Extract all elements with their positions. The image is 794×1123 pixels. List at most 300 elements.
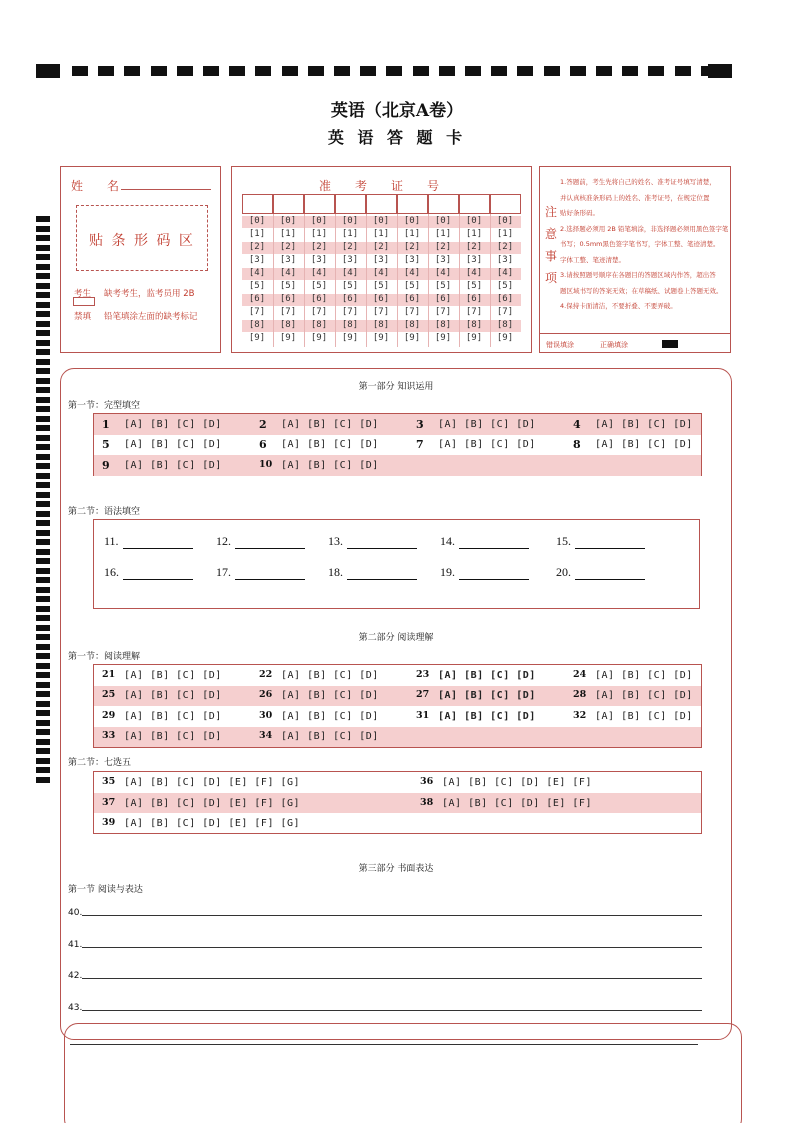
exam-id-bubble[interactable]: [6]: [403, 294, 421, 304]
timing-mark: [439, 66, 455, 76]
exam-id-bubble[interactable]: [9]: [248, 333, 266, 343]
question-number: 29: [102, 709, 116, 721]
exam-id-bubble[interactable]: [3]: [434, 255, 452, 265]
note-line: 贴好条形码。: [560, 209, 599, 217]
question-number: 5: [102, 438, 110, 452]
absent-checkbox[interactable]: [73, 297, 95, 306]
exam-id-bubble[interactable]: [8]: [403, 320, 421, 330]
timing-mark: [386, 66, 402, 76]
exam-id-bubble[interactable]: [3]: [496, 255, 514, 265]
exam-id-bubble[interactable]: [3]: [310, 255, 328, 265]
timing-mark: [36, 368, 50, 374]
note-line: 并认真核准条形码上的姓名、准考证号，在规定位置: [560, 193, 710, 202]
question-number: 31: [416, 709, 430, 721]
exam-id-digit-box[interactable]: [304, 194, 335, 214]
timing-mark: [36, 596, 50, 602]
continuation-line[interactable]: [70, 1044, 698, 1045]
exam-id-bubble[interactable]: [2]: [434, 242, 452, 252]
timing-mark: [544, 66, 560, 76]
exam-id-bubble[interactable]: [8]: [248, 320, 266, 330]
timing-mark: [36, 511, 50, 517]
exam-id-bubble[interactable]: [6]: [372, 294, 390, 304]
question-number: 8: [573, 438, 581, 452]
timing-mark: [151, 66, 167, 76]
absent-note-2: 铅笔填涂左面的缺考标记: [104, 312, 198, 322]
notes-heading: 注 意 事 项: [545, 205, 558, 285]
timing-mark: [596, 66, 612, 76]
timing-mark: [36, 283, 50, 289]
timing-mark: [36, 444, 50, 450]
timing-mark: [36, 520, 50, 526]
exam-id-bubble[interactable]: [5]: [372, 281, 390, 291]
exam-id-bubble[interactable]: [2]: [496, 242, 514, 252]
fill-number: 15.: [556, 534, 571, 548]
answer-options[interactable]: [A] [B] [C] [D]: [124, 439, 222, 451]
timing-mark: [36, 758, 50, 764]
timing-mark: [36, 615, 50, 621]
question-number: 39: [102, 817, 116, 828]
answer-options[interactable]: [A] [B] [C] [D]: [281, 731, 379, 743]
exam-id-bubble[interactable]: [3]: [341, 255, 359, 265]
writing-line[interactable]: [82, 1010, 702, 1011]
fill-blank[interactable]: [347, 568, 417, 580]
timing-mark: [36, 463, 50, 469]
timing-mark: [570, 66, 586, 76]
exam-id-digit-box[interactable]: [335, 194, 366, 214]
fill-number: 19.: [440, 565, 455, 579]
timing-mark: [36, 767, 50, 773]
exam-id-bubble[interactable]: [7]: [372, 307, 390, 317]
question-number: 34: [259, 730, 273, 742]
correct-fill-label: 正确填涂: [600, 341, 628, 349]
exam-id-bubble[interactable]: [9]: [403, 333, 421, 343]
exam-id-digit-box[interactable]: [428, 194, 459, 214]
note-line: 题区域书写的答案无效；在草稿纸、试题卷上答题无效。: [560, 286, 723, 295]
fill-blank[interactable]: [347, 537, 417, 549]
barcode-label: 贴 条 形 码 区: [89, 233, 195, 249]
fill-number: 14.: [440, 534, 455, 548]
writing-line[interactable]: [82, 978, 702, 979]
note-line: 字体工整、笔迹清楚。: [560, 255, 625, 264]
exam-id-bubble[interactable]: [6]: [341, 294, 359, 304]
timing-mark: [36, 302, 50, 308]
exam-id-bubble[interactable]: [5]: [341, 281, 359, 291]
timing-mark: [36, 672, 50, 678]
answer-options[interactable]: [A] [B] [C] [D]: [281, 690, 379, 702]
exam-id-digit-box[interactable]: [273, 194, 304, 214]
fill-blank[interactable]: [459, 537, 529, 549]
writing-number: 40.: [68, 908, 83, 918]
exam-id-bubble[interactable]: [4]: [248, 268, 266, 278]
exam-id-bubble[interactable]: [7]: [341, 307, 359, 317]
timing-mark: [36, 387, 50, 393]
note-line: 2.选择题必须用 2B 铅笔填涂，非选择题必须用黑色签字笔: [560, 224, 728, 233]
question-number: 24: [573, 668, 587, 680]
seven-choose-five-answers: [93, 771, 702, 834]
exam-id-bubble[interactable]: [6]: [434, 294, 452, 304]
exam-id-bubble[interactable]: [1]: [434, 229, 452, 239]
timing-mark: [282, 66, 298, 76]
reading-answers: [93, 664, 702, 748]
part2-title: 第二部分 阅读理解: [358, 633, 434, 643]
exam-id-bubble[interactable]: [0]: [496, 216, 514, 226]
writing-number: 43.: [68, 1002, 83, 1013]
answer-options[interactable]: [A] [B] [C] [D]: [595, 418, 693, 430]
exam-id-bubble[interactable]: [5]: [310, 281, 328, 291]
timing-mark: [36, 501, 50, 507]
question-number: 4: [573, 417, 581, 431]
timing-mark: [36, 397, 50, 403]
question-number: 38: [420, 796, 434, 808]
exam-id-bubble[interactable]: [0]: [248, 216, 266, 226]
exam-id-bubble[interactable]: [0]: [434, 216, 452, 226]
timing-mark: [465, 66, 481, 76]
notes-box: [539, 166, 731, 353]
exam-id-bubble[interactable]: [2]: [465, 242, 483, 252]
fill-blank[interactable]: [235, 568, 305, 580]
timing-mark: [36, 482, 50, 488]
timing-mark: [203, 66, 219, 76]
exam-id-bubble[interactable]: [6]: [496, 294, 514, 304]
timing-mark: [229, 66, 245, 76]
timing-mark: [36, 245, 50, 251]
exam-id-bubble[interactable]: [5]: [248, 281, 266, 291]
timing-mark: [36, 321, 50, 327]
note-line: 1.答题前，考生先将自己的姓名、准考证号填写清楚，: [560, 178, 716, 186]
timing-mark: [360, 66, 376, 76]
exam-id-bubble[interactable]: [1]: [372, 229, 390, 239]
timing-mark: [413, 66, 429, 76]
question-number: 3: [416, 417, 424, 431]
exam-id-bubble[interactable]: [3]: [279, 255, 297, 265]
exam-id-bubble[interactable]: [8]: [310, 320, 328, 330]
timing-mark: [36, 568, 50, 574]
part2-section1-title: 第一节：阅读理解: [68, 652, 141, 662]
question-number: 10: [259, 458, 273, 470]
exam-id-bubble[interactable]: [0]: [341, 216, 359, 226]
exam-id-box: [231, 166, 532, 353]
exam-id-bubble[interactable]: [4]: [310, 268, 328, 278]
exam-id-bubble[interactable]: [6]: [279, 294, 297, 304]
grid-separator: [273, 214, 274, 347]
answer-options[interactable]: [A] [B] [C] [D] [E] [F] [G]: [124, 797, 301, 809]
grid-separator: [459, 214, 460, 347]
fill-number: 16.: [104, 565, 119, 579]
answer-options[interactable]: [A] [B] [C] [D]: [438, 418, 536, 430]
answer-options[interactable]: [A] [B] [C] [D] [E] [F] [G]: [124, 777, 301, 788]
card-title: 英 语 答 题 卡: [327, 128, 467, 147]
question-number: 22: [259, 668, 273, 680]
question-number: 37: [102, 796, 116, 808]
exam-id-bubble[interactable]: [8]: [496, 320, 514, 330]
exam-id-bubble[interactable]: [4]: [279, 268, 297, 278]
grammar-fill-item[interactable]: [440, 534, 529, 549]
fill-blank[interactable]: [235, 537, 305, 549]
grammar-fill-box: [93, 519, 700, 609]
part3-title: 第三部分 书面表达: [358, 864, 434, 874]
timing-mark: [491, 66, 507, 76]
answer-options[interactable]: [A] [B] [C] [D]: [124, 710, 222, 722]
exam-id-bubble[interactable]: [7]: [248, 307, 266, 317]
timing-mark: [36, 701, 50, 707]
answer-options[interactable]: [A] [B] [C] [D]: [595, 710, 693, 722]
exam-id-bubble[interactable]: [0]: [403, 216, 421, 226]
exam-id-digit-box[interactable]: [459, 194, 490, 214]
timing-mark: [36, 254, 50, 260]
timing-mark: [36, 748, 50, 754]
answer-options[interactable]: [A] [B] [C] [D]: [124, 459, 222, 471]
fill-number: 17.: [216, 565, 231, 579]
timing-mark: [36, 558, 50, 564]
timing-mark: [36, 349, 50, 355]
timing-mark: [36, 226, 50, 232]
paper-title: 英语（北京A卷）: [330, 101, 464, 121]
grid-separator: [397, 214, 398, 347]
absent-note-1: 缺考考生，监考员用 2B: [104, 289, 195, 299]
timing-mark: [36, 729, 50, 735]
absent-label-2: 禁填: [74, 312, 92, 322]
exam-id-bubble[interactable]: [4]: [496, 268, 514, 278]
answer-options[interactable]: [A] [B] [C] [D] [E] [F] [G]: [124, 818, 301, 829]
exam-id-bubble[interactable]: [3]: [403, 255, 421, 265]
exam-id-bubble[interactable]: [8]: [434, 320, 452, 330]
exam-id-bubble[interactable]: [1]: [465, 229, 483, 239]
timing-mark: [36, 64, 60, 78]
answer-options[interactable]: [A] [B] [C] [D]: [124, 669, 222, 681]
exam-id-bubble[interactable]: [4]: [403, 268, 421, 278]
exam-id-bubble[interactable]: [1]: [496, 229, 514, 239]
fill-number: 20.: [556, 565, 571, 579]
timing-mark: [648, 66, 664, 76]
fill-blank[interactable]: [459, 568, 529, 580]
timing-mark: [36, 777, 50, 783]
grammar-fill-item[interactable]: [440, 565, 529, 580]
exam-id-bubble[interactable]: [6]: [465, 294, 483, 304]
exam-id-bubble[interactable]: [7]: [465, 307, 483, 317]
fill-blank[interactable]: [575, 537, 645, 549]
timing-mark: [36, 549, 50, 555]
part1-section1-title: 第一节：完型填空: [68, 401, 141, 411]
exam-id-bubble[interactable]: [6]: [310, 294, 328, 304]
fill-blank[interactable]: [123, 537, 193, 549]
exam-id-bubble[interactable]: [2]: [403, 242, 421, 252]
grammar-fill-item[interactable]: [104, 565, 193, 580]
timing-mark: [36, 273, 50, 279]
notes-text: [560, 175, 728, 315]
timing-mark: [36, 435, 50, 441]
timing-mark: [36, 530, 50, 536]
answer-options[interactable]: [A] [B] [C] [D]: [124, 690, 222, 702]
answer-options[interactable]: [A] [B] [C] [D]: [438, 710, 536, 722]
exam-id-bubble[interactable]: [2]: [279, 242, 297, 252]
writing-number: 42.: [68, 971, 83, 981]
timing-mark: [36, 264, 50, 270]
answer-options[interactable]: [A] [B] [C] [D]: [281, 439, 379, 451]
timing-mark: [36, 739, 50, 745]
question-number: 21: [102, 668, 116, 680]
grammar-fill-item[interactable]: [216, 565, 305, 580]
absent-label-1: 考生: [74, 289, 92, 299]
grid-separator: [490, 214, 491, 347]
fill-blank[interactable]: [575, 568, 645, 580]
timing-mark: [36, 691, 50, 697]
exam-id-bubble[interactable]: [9]: [496, 333, 514, 343]
timing-mark: [36, 235, 50, 241]
timing-mark: [36, 416, 50, 422]
answer-options[interactable]: [A] [B] [C] [D]: [438, 439, 536, 451]
exam-id-bubble[interactable]: [9]: [279, 333, 297, 343]
timing-mark: [36, 359, 50, 365]
exam-id-bubble[interactable]: [0]: [310, 216, 328, 226]
fill-blank[interactable]: [123, 568, 193, 580]
timing-mark: [177, 66, 193, 76]
timing-mark: [517, 66, 533, 76]
exam-id-bubble[interactable]: [2]: [310, 242, 328, 252]
timing-mark: [36, 653, 50, 659]
name-label: 姓 名: [71, 179, 120, 193]
exam-id-bubble[interactable]: [4]: [465, 268, 483, 278]
exam-id-digit-box[interactable]: [490, 194, 521, 214]
exam-id-bubble[interactable]: [0]: [465, 216, 483, 226]
exam-id-bubble[interactable]: [2]: [248, 242, 266, 252]
exam-id-bubble[interactable]: [9]: [310, 333, 328, 343]
exam-id-bubble[interactable]: [3]: [465, 255, 483, 265]
note-line: 4.保持卡面清洁，不要折叠、不要弄破。: [560, 302, 677, 310]
answer-options[interactable]: [A] [B] [C] [D]: [281, 710, 379, 722]
grammar-fill-item[interactable]: [556, 565, 645, 580]
timing-mark: [36, 454, 50, 460]
exam-id-digit-box[interactable]: [397, 194, 428, 214]
exam-id-bubble[interactable]: [0]: [372, 216, 390, 226]
exam-id-bubble[interactable]: [9]: [434, 333, 452, 343]
exam-id-bubble[interactable]: [8]: [341, 320, 359, 330]
exam-id-bubble[interactable]: [7]: [279, 307, 297, 317]
exam-id-bubble[interactable]: [2]: [341, 242, 359, 252]
grammar-fill-item[interactable]: [216, 534, 305, 549]
exam-id-bubble[interactable]: [1]: [310, 229, 328, 239]
exam-id-bubble[interactable]: [8]: [279, 320, 297, 330]
writing-number: 41.: [68, 939, 83, 950]
exam-id-bubble[interactable]: [9]: [465, 333, 483, 343]
exam-id-bubble[interactable]: [2]: [372, 242, 390, 252]
timing-mark: [36, 577, 50, 583]
answer-options[interactable]: [A] [B] [C] [D]: [595, 669, 693, 681]
grammar-fill-item[interactable]: [556, 534, 645, 549]
answer-options[interactable]: [A] [B] [C] [D]: [438, 669, 536, 681]
exam-id-bubble[interactable]: [7]: [310, 307, 328, 317]
exam-id-bubble[interactable]: [5]: [496, 281, 514, 291]
barcode-area: [76, 205, 208, 271]
timing-mark: [36, 539, 50, 545]
question-number: 2: [259, 417, 267, 431]
exam-id-bubble[interactable]: [3]: [372, 255, 390, 265]
note-line: 书写；0.5mm黑色签字笔书写，字体工整、笔迹清楚。: [560, 240, 720, 248]
answer-options[interactable]: [A] [B] [C] [D]: [595, 690, 693, 702]
exam-id-bubble[interactable]: [6]: [248, 294, 266, 304]
answer-options[interactable]: [A] [B] [C] [D]: [124, 418, 222, 430]
part2-section2-title: 第二节：七选五: [68, 758, 132, 768]
exam-id-bubble[interactable]: [5]: [465, 281, 483, 291]
exam-id-bubble[interactable]: [9]: [372, 333, 390, 343]
grammar-fill-item[interactable]: [104, 534, 193, 549]
exam-id-digit-box[interactable]: [366, 194, 397, 214]
exam-id-bubble[interactable]: [7]: [434, 307, 452, 317]
fill-number: 11.: [104, 534, 119, 548]
writing-line[interactable]: [82, 947, 702, 948]
exam-id-bubble[interactable]: [1]: [279, 229, 297, 239]
continuation-answer-area: [64, 1023, 742, 1123]
name-field[interactable]: [121, 189, 211, 190]
question-number: 26: [259, 689, 273, 701]
fill-number: 18.: [328, 565, 343, 579]
candidate-box: [60, 166, 221, 353]
exam-id-bubble[interactable]: [8]: [372, 320, 390, 330]
answer-options[interactable]: [A] [B] [C] [D]: [281, 418, 379, 430]
timing-mark: [334, 66, 350, 76]
timing-mark: [36, 710, 50, 716]
answer-options[interactable]: [A] [B] [C] [D]: [281, 459, 379, 471]
exam-id-bubble[interactable]: [9]: [341, 333, 359, 343]
exam-id-bubble[interactable]: [5]: [403, 281, 421, 291]
timing-mark: [36, 663, 50, 669]
exam-id-bubble[interactable]: [4]: [434, 268, 452, 278]
exam-id-bubble[interactable]: [1]: [341, 229, 359, 239]
question-number: 27: [416, 689, 430, 701]
exam-id-bubble[interactable]: [5]: [279, 281, 297, 291]
exam-id-bubble[interactable]: [1]: [403, 229, 421, 239]
exam-id-bubble[interactable]: [5]: [434, 281, 452, 291]
writing-line[interactable]: [82, 915, 702, 916]
fill-number: 12.: [216, 534, 231, 548]
exam-id-bubble[interactable]: [4]: [341, 268, 359, 278]
timing-mark: [36, 292, 50, 298]
fill-number: 13.: [328, 534, 343, 548]
grammar-fill-item[interactable]: [328, 565, 417, 580]
part3-section1-title: 第一节 阅读与表达: [68, 885, 143, 895]
answer-options[interactable]: [A] [B] [C] [D]: [124, 731, 222, 743]
exam-id-bubble[interactable]: [0]: [279, 216, 297, 226]
part1-section2-title: 第二节：语法填空: [68, 507, 141, 517]
timing-mark: [36, 682, 50, 688]
timing-mark: [36, 625, 50, 631]
timing-mark: [36, 330, 50, 336]
exam-id-bubble[interactable]: [4]: [372, 268, 390, 278]
question-number: 9: [102, 458, 110, 472]
timing-mark: [36, 378, 50, 384]
exam-id-bubble[interactable]: [7]: [403, 307, 421, 317]
grid-separator: [335, 214, 336, 347]
grammar-fill-item[interactable]: [328, 534, 417, 549]
answer-options[interactable]: [A] [B] [C] [D] [E] [F]: [442, 777, 592, 788]
exam-id-bubble[interactable]: [7]: [496, 307, 514, 317]
exam-id-digit-box[interactable]: [242, 194, 273, 214]
exam-id-bubble[interactable]: [8]: [465, 320, 483, 330]
timing-mark: [36, 634, 50, 640]
exam-id-grid: [242, 194, 522, 349]
answer-options[interactable]: [A] [B] [C] [D] [E] [F]: [442, 797, 592, 809]
answer-options[interactable]: [A] [B] [C] [D]: [281, 669, 379, 681]
question-number: 25: [102, 689, 116, 701]
timing-mark: [36, 587, 50, 593]
timing-mark: [36, 425, 50, 431]
timing-mark: [36, 644, 50, 650]
timing-mark: [36, 406, 50, 412]
exam-id-bubble[interactable]: [3]: [248, 255, 266, 265]
answer-options[interactable]: [A] [B] [C] [D]: [438, 690, 536, 702]
timing-mark: [36, 492, 50, 498]
answer-options[interactable]: [A] [B] [C] [D]: [595, 439, 693, 451]
exam-id-bubble[interactable]: [1]: [248, 229, 266, 239]
